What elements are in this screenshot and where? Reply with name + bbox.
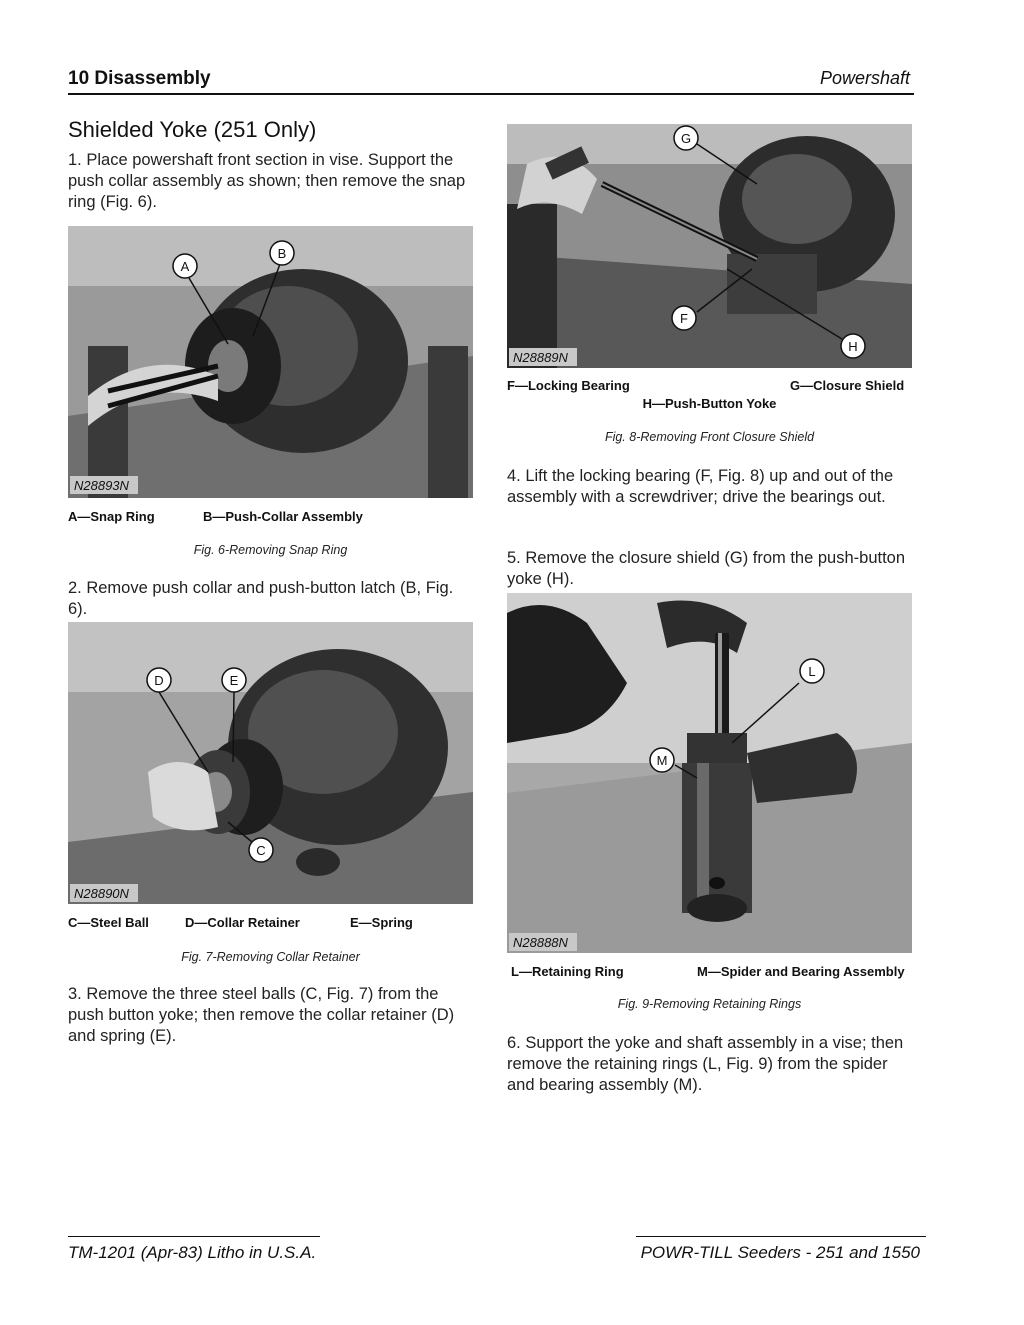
step-3: 3. Remove the three steel balls (C, Fig. 7) from the push button yoke; then remove the collar retainer (D) and spring (E). [68, 985, 455, 1045]
fig9-label-m: M—Spider and Bearing Assembly [697, 964, 905, 979]
footer-rule-right [636, 1236, 926, 1237]
fig6-label-b: B—Push-Collar Assembly [203, 509, 363, 524]
fig9-callout-l: L [808, 664, 816, 679]
fig7-callout-d: D [154, 673, 164, 688]
fig7-label-c: C—Steel Ball [68, 915, 149, 930]
fig6-stamp: N28893N [74, 478, 129, 493]
step-1: 1. Place powershaft front section in vise. Support the push collar assembly as shown; then remove the snap ring (Fig. 6). [68, 151, 466, 211]
fig7-photo [68, 622, 473, 904]
step-4: 4. Lift the locking bearing (F, Fig. 8) up and out of the assembly with a screwdriver; drive the bearings out. [507, 467, 894, 506]
fig7-label-e: E—Spring [350, 915, 413, 930]
fig7-caption: Fig. 7-Removing Collar Retainer [181, 950, 360, 964]
fig8-label-g: G—Closure Shield [790, 378, 905, 393]
fig6-caption: Fig. 6-Removing Snap Ring [193, 543, 348, 557]
fig7-label-d: D—Collar Retainer [185, 915, 300, 930]
fig6-callout-b: B [277, 246, 287, 261]
footer-right: POWR-TILL Seeders - 251 and 1550 [640, 1243, 920, 1262]
fig8-callout-f: F [680, 311, 688, 326]
header-rule [68, 93, 914, 95]
fig6-callout-a: A [180, 259, 190, 274]
fig7-callout-c: C [256, 843, 266, 858]
step-5: 5. Remove the closure shield (G) from the push-button yoke (H). [507, 549, 906, 588]
fig9-photo [507, 593, 912, 953]
step-2: 2. Remove push collar and push-button latch (B, Fig. 6). [68, 579, 454, 618]
fig9-caption: Fig. 9-Removing Retaining Rings [617, 997, 802, 1011]
footer-rule-left [68, 1236, 320, 1237]
footer-left: TM-1201 (Apr-83) Litho in U.S.A. [68, 1243, 317, 1262]
fig8-stamp: N28889N [513, 350, 568, 365]
page-header-right: Powershaft [819, 68, 910, 88]
fig9-label-l: L—Retaining Ring [511, 964, 624, 979]
fig9-callout-m: M [656, 753, 668, 768]
fig7-callout-e: E [229, 673, 239, 688]
fig6-photo [68, 226, 473, 498]
section-title: Shielded Yoke (251 Only) [68, 117, 317, 142]
fig8-photo [507, 124, 912, 368]
fig8-callout-g: G [680, 131, 692, 146]
fig9-stamp: N28888N [513, 935, 568, 950]
page-header-left: 10 Disassembly [68, 68, 211, 89]
fig8-caption: Fig. 8-Removing Front Closure Shield [604, 430, 815, 444]
step-6: 6. Support the yoke and shaft assembly in a vise; then remove the retaining rings (L, Fig. 9) from the spider and bearing assembly (M). [507, 1034, 904, 1094]
fig6-label-a: A—Snap Ring [68, 509, 155, 524]
fig7-stamp: N28890N [74, 886, 129, 901]
fig8-label-h: H—Push-Button Yoke [642, 396, 777, 411]
fig8-callout-h: H [848, 339, 858, 354]
fig8-label-f: F—Locking Bearing [507, 378, 630, 393]
